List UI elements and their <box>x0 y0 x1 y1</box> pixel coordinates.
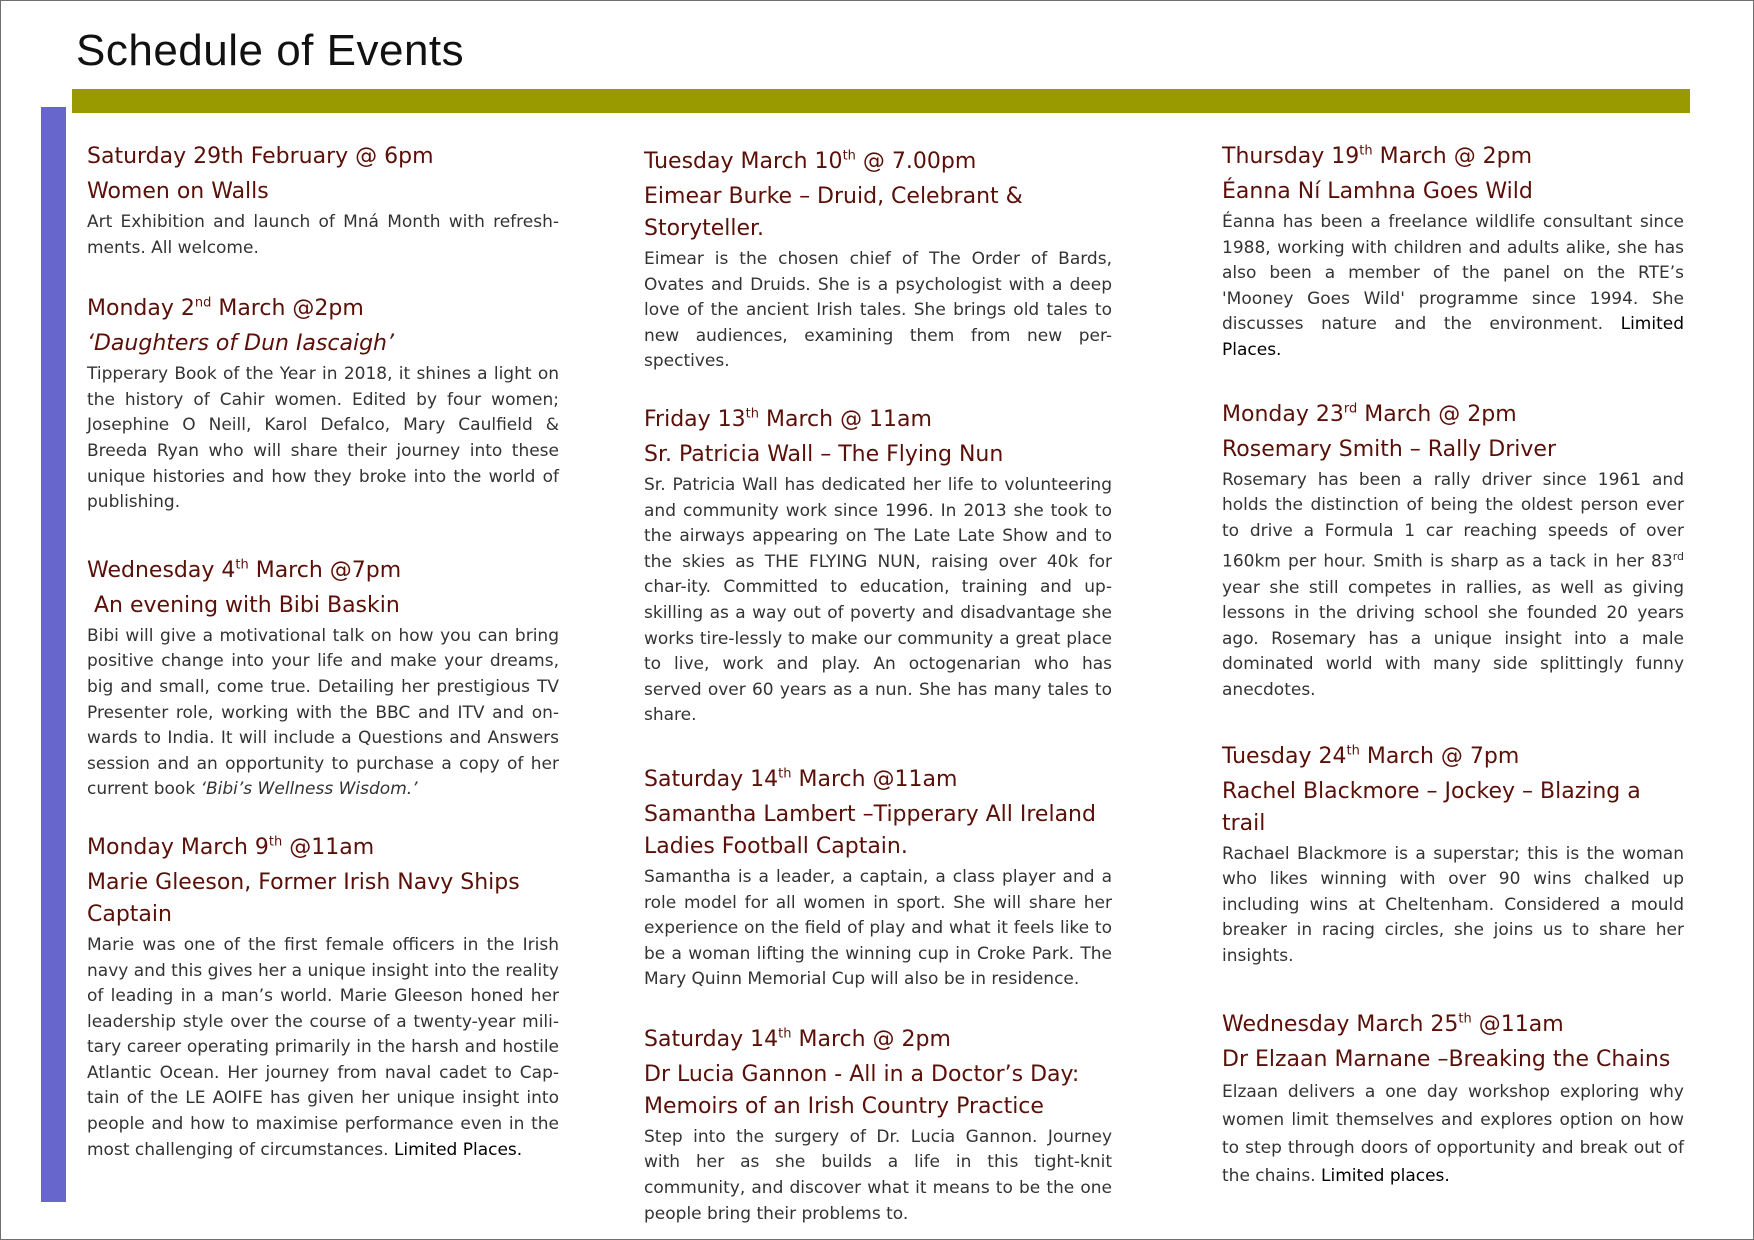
event-title: An evening with Bibi Baskin <box>87 592 400 618</box>
event-title: Marie Gleeson, Former Irish Navy Ships Captain <box>87 869 520 927</box>
limited-places-note: Limited Places. <box>393 1139 523 1160</box>
limited-places-note: Limited Places. <box>1222 314 1684 360</box>
event-title: Rachel Blackmore – Jockey – Blazing a trail <box>1222 778 1641 836</box>
event-date: Saturday 14th March @ 2pm <box>644 1026 951 1052</box>
event-elzaan-marnane <box>1222 1010 1684 1190</box>
event-title: Dr Lucia Gannon - All in a Doctor’s Day: Memoirs of an Irish Country Practice <box>644 1061 1080 1119</box>
limited-places-note: Limited places. <box>1321 1165 1450 1186</box>
event-date: Saturday 29th February @ 6pm <box>87 144 434 169</box>
event-eimear-burke <box>644 147 1112 375</box>
event-rosemary-smith <box>1222 400 1684 704</box>
event-description: Éanna has been a freelance wildlife consultant since 1988, working with children and adults alike, she has also been a member of the panel on the RTE’s 'Mooney Goes Wild' programme since 1994. She discusses nature and the environment. Limited Places. <box>1222 212 1684 360</box>
event-title: ‘Daughters of Dun Iascaigh’ <box>87 331 394 357</box>
event-title: Eimear Burke – Druid, Celebrant & Storyteller. <box>644 184 1023 241</box>
events-column-2 <box>644 132 1112 1227</box>
event-date: Wednesday March 25th @11am <box>1222 1011 1564 1037</box>
event-description: Sr. Patricia Wall has dedicated her life to volunteering and community work since 1996. In 2013 she took to the airways appearing on The Late Late Show and to the skies as THE FLYING NUN, raising over 40k for char-ity. Committed to education, training and up-skilling as a way out of poverty and disadvantage she works tire-lessly to make our community a great place to live, work and play. An octogenarian who has served over 60 years as a nun. She has many tales to share. <box>644 474 1112 726</box>
event-description: Rosemary has been a rally driver since 1961 and holds the distinction of being the oldest person ever to drive a Formula 1 car reaching speeds of over 160km per hour. Smith is sharp as a tack in her 83rd year she still competes in rallies, as well as giving lessons in the driving school she founded 20 years ago. Rosemary has a unique insight into a male dominated world with many side splittingly funny anecdotes. <box>1222 469 1684 700</box>
events-column-1 <box>87 132 559 1163</box>
event-date: Saturday 14th March @11am <box>644 766 958 792</box>
event-rachel-blackmore <box>1222 742 1684 970</box>
event-date: Friday 13th March @ 11am <box>644 406 932 432</box>
event-date: Tuesday 24th March @ 7pm <box>1222 743 1520 769</box>
event-title: Rosemary Smith – Rally Driver <box>1222 436 1557 462</box>
event-description: Step into the surgery of Dr. Lucia Gannon. Journey with her as she builds a life in this tight-knit community, and discover what it means to be the one people bring their problems to. <box>644 1126 1112 1224</box>
event-marie-gleeson <box>87 833 559 1163</box>
event-patricia-wall <box>644 405 1112 729</box>
event-description: Marie was one of the first female officers in the Irish navy and this gives her a unique insight into the reality of leading in a man’s world. Marie Gleeson honed her leadership style over the course of a twenty-year mili-tary career operating primarily in the harsh and hostile Atlantic Ocean. Her journey from naval cadet to Cap-tain of the LE AOIFE has given her unique insight into people and how to maximise performance even in the most challenging of circumstances. Limited Places. <box>87 934 559 1160</box>
events-column-3 <box>1222 132 1684 1190</box>
event-date: Monday 2nd March @2pm <box>87 295 364 322</box>
event-description: Elzaan delivers a one day workshop exploring why women limit themselves and explores option on how to step through doors of opportunity and break out of the chains. Limited places. <box>1222 1081 1684 1186</box>
event-title: Dr Elzaan Marnane –Breaking the Chains <box>1222 1046 1671 1072</box>
event-date: Monday March 9th @11am <box>87 834 375 860</box>
event-samantha-lambert <box>644 765 1112 993</box>
event-eanna-ni-lamhna <box>1222 142 1684 364</box>
page-title: Schedule of Events <box>76 26 465 75</box>
event-lucia-gannon <box>644 1025 1112 1227</box>
event-description: Art Exhibition and launch of Mná Month with refresh-ments. All welcome. <box>87 212 559 258</box>
event-date: Tuesday March 10th @ 7.00pm <box>644 148 977 174</box>
event-date: Wednesday 4th March @7pm <box>87 557 402 583</box>
event-description: Bibi will give a motivational talk on how you can bring positive change into your life and make your dreams, big and small, come true. Detailing her prestigious TV Presenter role, working with the BBC and ITV and on-wards to India. It will include a Questions and Answers session and an opportunity to purchase a copy of her current book ‘Bibi’s Wellness Wisdom.’ <box>87 625 559 800</box>
event-date: Monday 23rd March @ 2pm <box>1222 401 1517 427</box>
event-date: Thursday 19th March @ 2pm <box>1222 143 1533 169</box>
event-daughters-of-dun-iascaigh <box>87 294 559 516</box>
event-title: Éanna Ní Lamhna Goes Wild <box>1222 179 1533 204</box>
event-women-on-walls <box>87 142 559 261</box>
event-title: Sr. Patricia Wall – The Flying Nun <box>644 441 1004 467</box>
event-description: Tipperary Book of the Year in 2018, it shines a light on the history of Cahir women. Edited by four women; Josephine O Neill, Karol Defalco, Mary Caulfield & Breeda Ryan who will share their journey into these unique histories and how they broke into the world of publishing. <box>87 364 559 513</box>
event-title: Women on Walls <box>87 179 269 204</box>
event-description: Rachael Blackmore is a superstar; this is the woman who likes winning with over 90 wins chalked up including wins at Cheltenham. Considered a mould breaker in racing circles, she joins us to share her insights. <box>1222 843 1684 966</box>
left-side-bar <box>41 107 66 1202</box>
event-description: Eimear is the chosen chief of The Order of Bards, Ovates and Druids. She is a psychologist with a deep love of the ancient Irish tales. She brings old tales to new audiences, examining them from new per-spectives. <box>644 249 1112 372</box>
title-accent-bar <box>72 89 1690 113</box>
event-evening-with-bibi-baskin <box>87 556 559 803</box>
event-title: Samantha Lambert –Tipperary All Ireland Ladies Football Captain. <box>644 801 1096 859</box>
event-description: Samantha is a leader, a captain, a class player and a role model for all women in sport. She will share her experience on the field of play and what it feels like to be a woman lifting the winning cup in Croke Park. The Mary Quinn Memorial Cup will also be in residence. <box>644 866 1112 990</box>
